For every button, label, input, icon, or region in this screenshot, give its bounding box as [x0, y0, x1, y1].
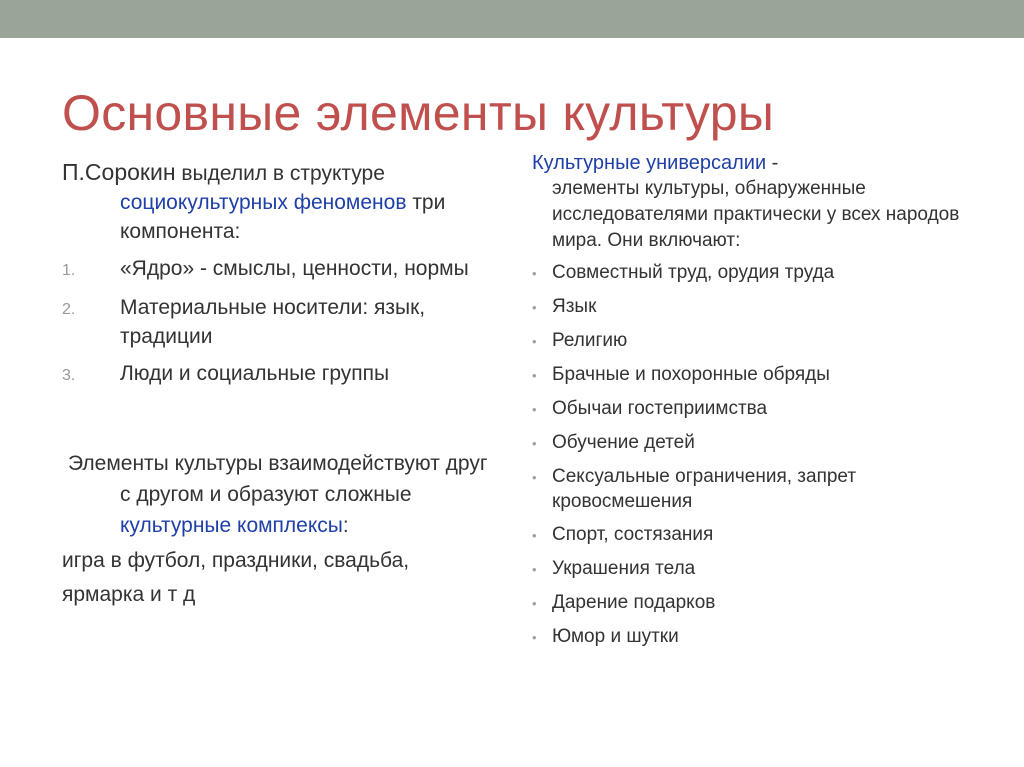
list-item	[532, 430, 992, 456]
bullet-icon: •	[532, 596, 537, 611]
bullet-icon: •	[532, 334, 537, 349]
list-item	[62, 293, 502, 351]
intro-highlight: социокультурных феноменов	[120, 191, 407, 214]
cultural-complexes-block	[62, 448, 502, 610]
slide-title: Основные элементы культуры	[62, 85, 775, 141]
list-item	[532, 328, 992, 354]
complex-highlight: культурные комплексы	[120, 514, 343, 537]
examples-line-2: ярмарка и т д	[62, 583, 196, 606]
bullet-icon: •	[532, 562, 537, 577]
right-column	[532, 150, 992, 658]
list-item	[532, 590, 992, 616]
item-text: Брачные и похоронные обряды	[552, 364, 830, 385]
item-text: «Ядро» - смыслы, ценности, нормы	[120, 257, 469, 280]
item-text: Юмор и шутки	[552, 626, 679, 647]
bullet-icon: •	[532, 470, 537, 485]
universals-dash: -	[766, 152, 779, 174]
list-item	[532, 464, 992, 514]
universals-list	[532, 260, 992, 650]
examples-line-1: игра в футбол, праздники, свадьба,	[62, 549, 410, 572]
complex-text: Элементы культуры взаимодействуют друг с другом и образуют сложные	[68, 452, 488, 506]
item-text: Люди и социальные группы	[120, 362, 390, 385]
item-text: Религию	[552, 330, 628, 351]
complex-paragraph	[62, 448, 502, 541]
intro-author: П.Сорокин	[62, 159, 176, 185]
complex-colon: :	[342, 514, 349, 537]
list-item	[532, 294, 992, 320]
bullet-icon: •	[532, 368, 537, 383]
bullet-icon: •	[532, 436, 537, 451]
item-text: Материальные носители: язык, традиции	[120, 296, 426, 348]
item-text: Дарение подарков	[552, 592, 716, 613]
list-item	[532, 522, 992, 548]
item-text: Спорт, состязания	[552, 524, 714, 545]
intro-text-1: выделил в структуре	[175, 162, 385, 185]
left-column	[62, 158, 502, 610]
bullet-icon: •	[532, 402, 537, 417]
item-text: Язык	[552, 296, 597, 317]
list-item	[532, 556, 992, 582]
item-number: 3.	[62, 367, 76, 384]
components-list	[62, 254, 502, 390]
item-text: Сексуальные ограничения, запрет кровосмешения	[552, 466, 857, 512]
item-text: Украшения тела	[552, 558, 696, 579]
list-item	[532, 260, 992, 286]
bullet-icon: •	[532, 528, 537, 543]
list-item	[62, 254, 502, 285]
item-number: 2.	[62, 301, 76, 318]
intro-text-2: три компонента:	[120, 191, 446, 243]
item-text: Обучение детей	[552, 432, 695, 453]
list-item	[532, 624, 992, 650]
universals-description: элементы культуры, обнаруженные исследователями практически у всех народов мира. Они включают:	[552, 178, 960, 251]
bullet-icon: •	[532, 266, 537, 281]
list-item	[532, 362, 992, 388]
list-item	[532, 396, 992, 422]
universals-heading	[532, 150, 992, 176]
universals-highlight: Культурные универсалии	[532, 152, 767, 174]
list-item	[62, 359, 502, 390]
item-number: 1.	[62, 262, 76, 279]
sorokin-intro	[62, 158, 502, 246]
top-decor-bar	[0, 0, 1024, 38]
item-text: Обычаи гостеприимства	[552, 398, 768, 419]
bullet-icon: •	[532, 630, 537, 645]
bullet-icon: •	[532, 300, 537, 315]
item-text: Совместный труд, орудия труда	[552, 262, 835, 283]
